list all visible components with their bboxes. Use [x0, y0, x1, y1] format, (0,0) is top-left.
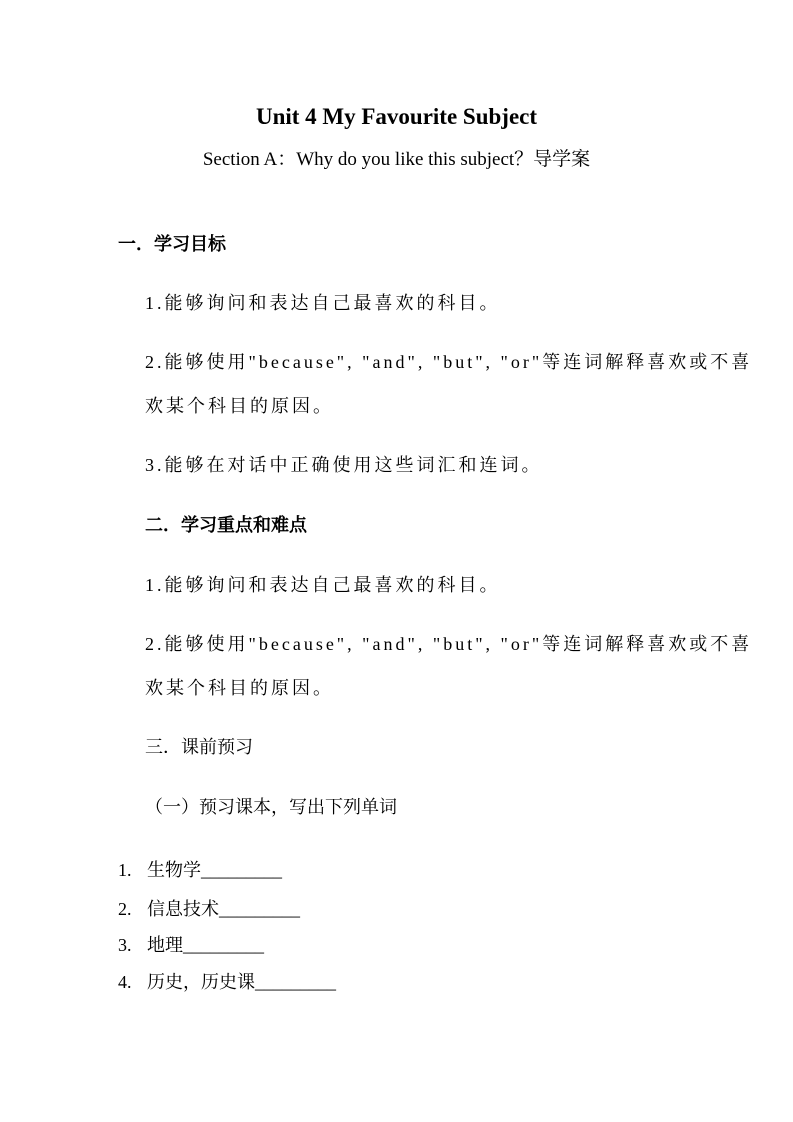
document-title: Unit 4 My Favourite Subject: [255, 104, 538, 129]
section1-heading: 一．学习目标: [118, 234, 226, 254]
section3-subheading: （一）预习课本，写出下列单词: [145, 797, 397, 817]
word-item-number: 2.: [118, 899, 132, 919]
section2-item2-line2: 欢某个科目的原因。: [145, 678, 334, 698]
word-item-number: 4.: [118, 972, 132, 992]
section2-heading: 二．学习重点和难点: [145, 515, 307, 535]
word-item-text: 信息技术_________: [147, 899, 300, 919]
word-item: [118, 969, 336, 995]
word-item-number: 1.: [118, 860, 132, 880]
word-item: [118, 932, 264, 958]
word-item-text: 地理_________: [147, 935, 264, 955]
section2-item2-line1: 2.能够使用"because", "and", "but", "or"等连词解释喜欢或不喜: [145, 634, 753, 654]
word-item: [118, 857, 282, 883]
section1-item2-line1: 2.能够使用"because", "and", "but", "or"等连词解释喜欢或不喜: [145, 352, 753, 372]
section2-item1: 1.能够询问和表达自己最喜欢的科目。: [145, 575, 501, 595]
section3-heading: 三．课前预习: [145, 737, 253, 757]
word-item-text: 生物学_________: [147, 860, 282, 880]
section1-item3: 3.能够在对话中正确使用这些词汇和连词。: [145, 455, 543, 475]
section1-item1: 1.能够询问和表达自己最喜欢的科目。: [145, 293, 501, 313]
word-item-text: 历史，历史课_________: [147, 972, 336, 992]
section1-item2-line2: 欢某个科目的原因。: [145, 396, 334, 416]
document-subtitle: Section A：Why do you like this subject？导学案: [202, 149, 591, 170]
word-item: [118, 896, 300, 922]
word-item-number: 3.: [118, 935, 132, 955]
